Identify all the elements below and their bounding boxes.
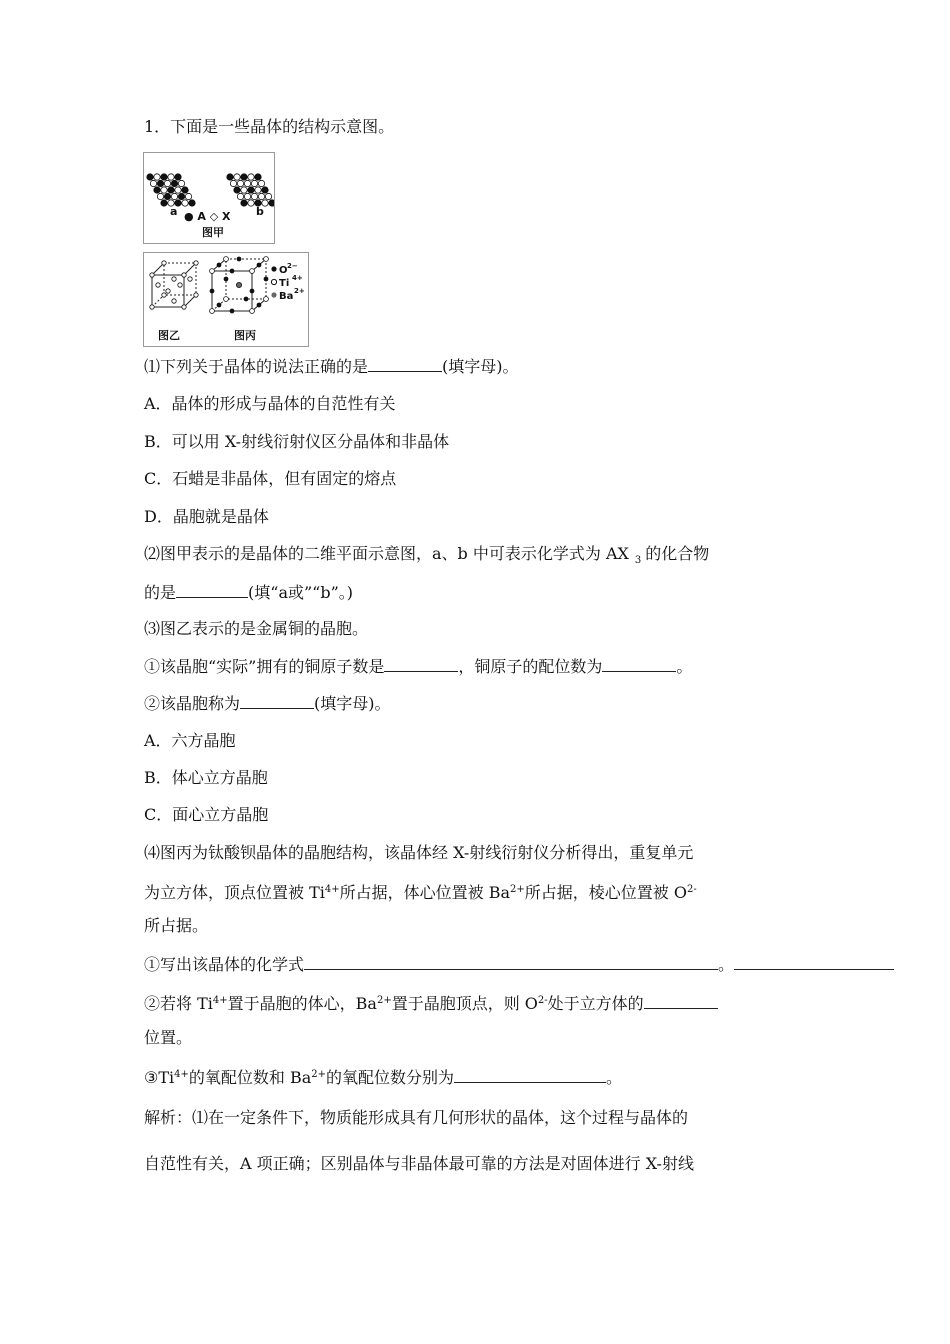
lattice-atom bbox=[237, 193, 243, 199]
o-atom bbox=[244, 297, 248, 301]
part4-q3: $③Ti^{4+}$的氧配位数和 $Ba^{2+}$的氧配位数分别为 。 bbox=[144, 1068, 623, 1087]
ti-atom bbox=[210, 309, 215, 314]
analysis-line2: 自范性有关，A 项正确；区别晶体与非晶体最可靠的方法是对固体进行 X-射线 bbox=[144, 1154, 694, 1173]
cu-atom bbox=[178, 283, 182, 287]
lattice-atom bbox=[241, 200, 247, 206]
answer-blank bbox=[368, 356, 442, 372]
legend-ba: Ba bbox=[279, 291, 294, 302]
part4-q2-tail: 位置。 bbox=[144, 1028, 193, 1047]
o-atom bbox=[257, 303, 261, 307]
lattice-atom bbox=[175, 187, 181, 193]
figure-bing-caption: 图丙 bbox=[234, 329, 256, 342]
ti-atom bbox=[224, 257, 229, 262]
lattice-atom bbox=[154, 187, 160, 193]
ti-atom bbox=[224, 297, 229, 302]
ti-atom bbox=[264, 297, 269, 302]
figure-yi-bing bbox=[143, 252, 309, 347]
part4-line3: 所占据。 bbox=[144, 916, 209, 935]
lattice-atom bbox=[241, 187, 247, 193]
legend-ti: Ti bbox=[279, 278, 290, 289]
o-atom bbox=[210, 289, 214, 293]
answer-blank bbox=[602, 656, 676, 672]
cu-atom bbox=[156, 283, 160, 287]
lattice-atom bbox=[185, 193, 191, 199]
part3-q1: ①该晶胞“实际”拥有的铜原子数是 ，铜原子的配位数为 。 bbox=[144, 657, 693, 676]
part3-stem: ⑶图乙表示的是金属铜的晶胞。 bbox=[144, 619, 369, 638]
lattice-atom bbox=[258, 193, 264, 199]
lattice-atom bbox=[168, 174, 174, 180]
part3-option-b: B．体心立方晶胞 bbox=[144, 768, 268, 787]
o-atom bbox=[230, 269, 234, 273]
lattice-atom bbox=[258, 180, 264, 186]
lattice-b bbox=[227, 174, 274, 206]
lattice-atom bbox=[168, 187, 174, 193]
figure-jia-label-b: b bbox=[256, 205, 264, 218]
part4-line2: 为立方体，顶点位置被 $Ti^{4+}$所占据，体心位置被 $Ba^{2+}$所占据，棱心位置被 $O^{2-}$ bbox=[144, 883, 697, 902]
o-atom bbox=[230, 309, 234, 313]
o-atom bbox=[264, 277, 268, 281]
ba-atom bbox=[236, 282, 241, 287]
ti-atom bbox=[250, 269, 255, 274]
legend-ti-marker bbox=[271, 279, 276, 284]
part3-option-c: C．面心立方晶胞 bbox=[144, 805, 269, 824]
part4-q2: ②若将 $Ti^{4+}$置于晶胞的体心，$Ba^{2+}$置于晶胞顶点，则 $O^{2-}$处于立方体的 bbox=[144, 991, 718, 1014]
legend-ba-charge: 2+ bbox=[294, 287, 305, 295]
answer-blank bbox=[734, 954, 894, 970]
o-atom bbox=[224, 277, 228, 281]
lattice-atom bbox=[161, 174, 167, 180]
lattice-atom bbox=[265, 193, 271, 199]
lattice-atom bbox=[234, 187, 240, 193]
cu-atom bbox=[162, 293, 166, 297]
part1-option-a: A．晶体的形成与晶体的自范性有关 bbox=[144, 394, 396, 413]
lattice-atom bbox=[147, 174, 153, 180]
part1-option-b: B．可以用 X-射线衍射仪区分晶体和非晶体 bbox=[144, 432, 450, 451]
ti-atom bbox=[210, 269, 215, 274]
legend-ti-charge: 4+ bbox=[292, 274, 303, 282]
lattice-atom bbox=[255, 174, 261, 180]
answer-blank bbox=[304, 954, 718, 970]
lattice-atom bbox=[182, 187, 188, 193]
cu-atom bbox=[194, 293, 198, 297]
cu-atom bbox=[194, 261, 198, 265]
figure-jia bbox=[143, 152, 275, 244]
legend-o-charge: 2− bbox=[287, 262, 298, 270]
analysis-line1: 解析：⑴在一定条件下，物质能形成具有几何形状的晶体，这个过程与晶体的 bbox=[144, 1108, 689, 1127]
o-atom bbox=[237, 257, 241, 261]
lattice-atom bbox=[244, 180, 250, 186]
part4-line1: ⑷图丙为钛酸钡晶体的晶胞结构，该晶体经 X-射线衍射仪分析得出，重复单元 bbox=[144, 843, 694, 862]
lattice-atom bbox=[244, 193, 250, 199]
figure-yi-caption: 图乙 bbox=[158, 329, 180, 342]
legend-o-marker bbox=[271, 266, 276, 271]
o-atom bbox=[217, 303, 221, 307]
lattice-atom bbox=[150, 180, 156, 186]
lattice-atom bbox=[248, 200, 254, 206]
part4-q1: ①写出该晶体的化学式 。 bbox=[144, 954, 894, 975]
answer-blank bbox=[454, 1067, 606, 1083]
part1-option-d: D．晶胞就是晶体 bbox=[144, 507, 269, 526]
answer-blank bbox=[384, 656, 458, 672]
part1-stem: ⑴下列关于晶体的说法正确的是 (填字母)。 bbox=[144, 357, 519, 376]
lattice-atom bbox=[262, 187, 268, 193]
part2-line2: 的是 (填“a或”“b”。) bbox=[144, 583, 354, 602]
lattice-atom bbox=[230, 180, 236, 186]
legend-ba-marker bbox=[271, 292, 276, 297]
lattice-atom bbox=[178, 193, 184, 199]
cu-atom bbox=[150, 305, 154, 309]
cu-atom bbox=[172, 299, 176, 303]
lattice-atom bbox=[175, 174, 181, 180]
figure-jia-label-a: a bbox=[170, 205, 178, 218]
lattice-atom bbox=[171, 193, 177, 199]
lattice-atom bbox=[248, 174, 254, 180]
cu-atom bbox=[182, 305, 186, 309]
figure-jia-diagram bbox=[144, 153, 274, 243]
answer-blank bbox=[644, 993, 718, 1009]
figure-jia-caption: 图甲 bbox=[202, 226, 224, 239]
lattice-atom bbox=[251, 193, 257, 199]
answer-blank bbox=[240, 693, 314, 709]
lattice-atom bbox=[182, 200, 188, 206]
lattice-atom bbox=[269, 200, 274, 206]
atoms-bing bbox=[210, 257, 269, 314]
part3-option-a: A．六方晶胞 bbox=[144, 731, 236, 750]
ti-atom bbox=[250, 309, 255, 314]
legend-o: O bbox=[279, 265, 288, 276]
lattice-a bbox=[147, 174, 195, 206]
lattice-atom bbox=[164, 193, 170, 199]
question-title: 1．下面是一些晶体的结构示意图。 bbox=[144, 117, 395, 136]
lattice-atom bbox=[227, 174, 233, 180]
lattice-atom bbox=[171, 180, 177, 186]
lattice-atom bbox=[164, 180, 170, 186]
figure-jia-legend: ● A ◇ X bbox=[184, 210, 231, 223]
cu-atom bbox=[188, 277, 192, 281]
o-atom bbox=[217, 263, 221, 267]
lattice-atom bbox=[157, 193, 163, 199]
cu-atom bbox=[150, 273, 154, 277]
part3-q2: ②该晶胞称为 (填字母)。 bbox=[144, 694, 391, 713]
cu-atom bbox=[166, 289, 170, 293]
lattice-atom bbox=[154, 174, 160, 180]
lattice-atom bbox=[189, 200, 195, 206]
cu-atom bbox=[182, 273, 186, 277]
ti-atom bbox=[264, 257, 269, 262]
cu-atom bbox=[172, 277, 176, 281]
answer-blank bbox=[176, 582, 248, 598]
lattice-atom bbox=[241, 174, 247, 180]
lattice-atom bbox=[178, 180, 184, 186]
cu-atom bbox=[162, 261, 166, 265]
part1-option-c: C．石蜡是非晶体，但有固定的熔点 bbox=[144, 469, 397, 488]
o-atom bbox=[250, 289, 254, 293]
lattice-atom bbox=[251, 180, 257, 186]
lattice-atom bbox=[237, 180, 243, 186]
figure-yi-bing-diagram bbox=[144, 253, 308, 346]
figure-bing-legend bbox=[271, 262, 304, 302]
lattice-atom bbox=[161, 200, 167, 206]
lattice-atom bbox=[161, 187, 167, 193]
part2-line1: ⑵图甲表示的是晶体的二维平面示意图，a、b 中可表示化学式为 AX $_3$ 的化合物 bbox=[144, 544, 710, 566]
lattice-atom bbox=[248, 187, 254, 193]
lattice-atom bbox=[234, 174, 240, 180]
lattice-atom bbox=[157, 180, 163, 186]
lattice-atom bbox=[255, 187, 261, 193]
o-atom bbox=[257, 263, 261, 267]
